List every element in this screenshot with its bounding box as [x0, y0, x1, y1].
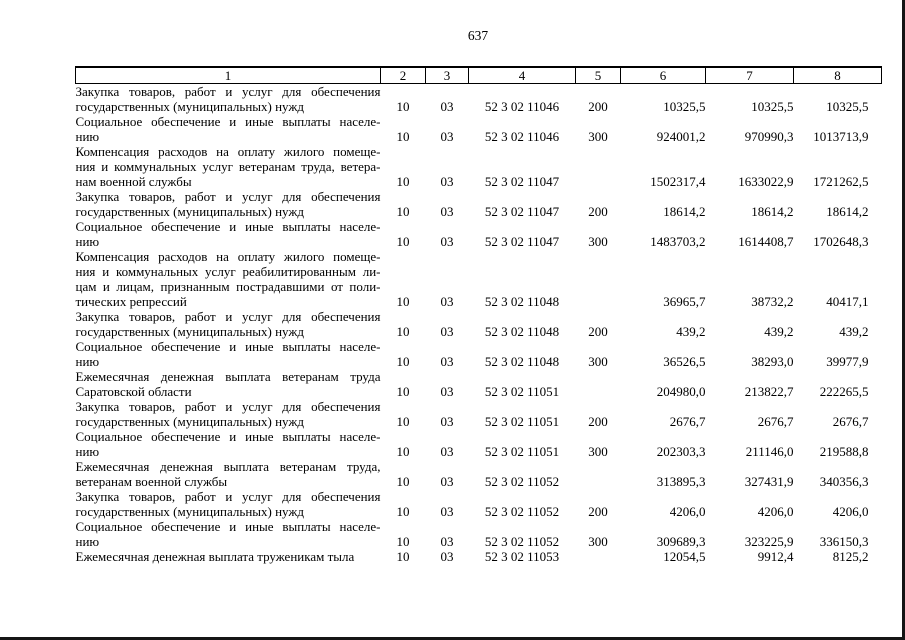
table-row	[76, 369, 882, 399]
header-cell: 7	[706, 67, 794, 84]
cell-amount-year2: 38293,0	[751, 354, 794, 369]
cell-expense-type-code: 200	[588, 324, 608, 339]
cell-section-code: 10	[396, 324, 410, 339]
cell-amount-year1: 4206,0	[669, 504, 706, 519]
description-line: нию	[75, 534, 100, 549]
cell-description	[76, 549, 381, 564]
cell-section-code: 10	[396, 174, 410, 189]
cell-description	[76, 144, 381, 189]
cell-section-code: 10	[396, 99, 410, 114]
cell-amount-year1: 204980,0	[656, 384, 706, 399]
cell-section-code: 10	[396, 444, 410, 459]
description-line: государственных (муниципальных) нужд	[75, 204, 304, 219]
cell-amount-year2: 213822,7	[744, 384, 794, 399]
cell-expense-type-code	[576, 459, 621, 489]
description-line: Закупка товаров, работ и услуг для обеспечения	[75, 189, 381, 204]
cell-target-article-code: 52 3 02 11051	[484, 384, 560, 399]
cell-amount-year1: 12054,5	[663, 549, 706, 564]
description-line: Социальное обеспечение и иные выплаты населе-	[75, 429, 381, 444]
cell-amount-year3: 4206,0	[832, 504, 869, 519]
cell-section-code: 10	[396, 414, 410, 429]
description-line: цам и лицам, признанным пострадавшими от поли-	[75, 279, 381, 294]
description-line: тических репрессий	[75, 294, 187, 309]
description-line: ния и коммунальных услуг ветеранам труда, ветера-	[75, 159, 381, 174]
cell-subsection-code: 03	[440, 234, 454, 249]
description-line: Ежемесячная денежная выплата труженикам тыла	[75, 549, 355, 564]
cell-subsection-code: 03	[440, 444, 454, 459]
cell-amount-year3: 40417,1	[826, 294, 869, 309]
cell-target-article-code: 52 3 02 11046	[484, 99, 560, 114]
cell-amount-year2: 38732,2	[751, 294, 794, 309]
table-row	[76, 144, 882, 189]
table-row	[76, 519, 882, 549]
cell-description	[76, 429, 381, 459]
cell-section-code: 10	[396, 549, 410, 564]
header-cell: 1	[76, 67, 381, 84]
cell-subsection-code: 03	[440, 129, 454, 144]
cell-amount-year1: 924001,2	[656, 129, 706, 144]
cell-amount-year2: 439,2	[764, 324, 794, 339]
description-line: Социальное обеспечение и иные выплаты населе-	[75, 339, 381, 354]
cell-expense-type-code	[576, 249, 621, 309]
cell-amount-year1: 313895,3	[656, 474, 706, 489]
cell-amount-year3: 1702648,3	[813, 234, 869, 249]
header-cell: 4	[469, 67, 576, 84]
description-line: Саратовской области	[75, 384, 192, 399]
description-line: нию	[75, 354, 100, 369]
cell-description	[76, 189, 381, 219]
cell-amount-year1: 36526,5	[663, 354, 706, 369]
cell-section-code: 10	[396, 504, 410, 519]
cell-amount-year3: 336150,3	[819, 534, 869, 549]
cell-target-article-code: 52 3 02 11047	[484, 174, 560, 189]
header-cell: 6	[621, 67, 706, 84]
cell-subsection-code: 03	[440, 549, 454, 564]
cell-section-code: 10	[396, 204, 410, 219]
cell-expense-type-code: 300	[588, 534, 608, 549]
cell-amount-year3: 222265,5	[819, 384, 869, 399]
cell-amount-year2: 1633022,9	[738, 174, 794, 189]
description-line: ветеранам военной службы	[75, 474, 228, 489]
cell-amount-year1: 1502317,4	[650, 174, 706, 189]
description-line: Социальное обеспечение и иные выплаты населе-	[75, 519, 381, 534]
cell-amount-year3: 439,2	[839, 324, 869, 339]
cell-subsection-code: 03	[440, 354, 454, 369]
cell-amount-year3: 8125,2	[832, 549, 869, 564]
cell-amount-year1: 439,2	[676, 324, 706, 339]
cell-subsection-code: 03	[440, 99, 454, 114]
description-line: Компенсация расходов на оплату жилого помеще-	[75, 249, 381, 264]
cell-amount-year2: 970990,3	[744, 129, 794, 144]
cell-amount-year1: 10325,5	[663, 99, 706, 114]
cell-amount-year3: 2676,7	[832, 414, 869, 429]
table-header-row	[76, 67, 882, 84]
cell-target-article-code: 52 3 02 11046	[484, 129, 560, 144]
cell-description	[76, 219, 381, 249]
cell-amount-year2: 2676,7	[757, 414, 794, 429]
cell-target-article-code: 52 3 02 11047	[484, 234, 560, 249]
cell-section-code: 10	[396, 294, 410, 309]
table-row	[76, 189, 882, 219]
cell-expense-type-code	[576, 144, 621, 189]
header-cell: 2	[381, 67, 426, 84]
table-row	[76, 399, 882, 429]
cell-expense-type-code	[576, 369, 621, 399]
cell-section-code: 10	[396, 129, 410, 144]
table-row	[76, 309, 882, 339]
cell-subsection-code: 03	[440, 204, 454, 219]
cell-description	[76, 114, 381, 144]
cell-section-code: 10	[396, 354, 410, 369]
cell-target-article-code: 52 3 02 11048	[484, 294, 560, 309]
cell-target-article-code: 52 3 02 11052	[484, 504, 560, 519]
cell-target-article-code: 52 3 02 11051	[484, 414, 560, 429]
cell-expense-type-code	[576, 549, 621, 564]
cell-amount-year3: 1721262,5	[813, 174, 869, 189]
description-line: государственных (муниципальных) нужд	[75, 414, 304, 429]
cell-amount-year2: 9912,4	[757, 549, 794, 564]
header-cell: 5	[576, 67, 621, 84]
cell-target-article-code: 52 3 02 11048	[484, 354, 560, 369]
table-row	[76, 249, 882, 309]
cell-target-article-code: 52 3 02 11047	[484, 204, 560, 219]
cell-subsection-code: 03	[440, 174, 454, 189]
cell-amount-year1: 2676,7	[669, 414, 706, 429]
cell-amount-year1: 1483703,2	[650, 234, 706, 249]
cell-description	[76, 369, 381, 399]
table-row	[76, 339, 882, 369]
cell-target-article-code: 52 3 02 11051	[484, 444, 560, 459]
cell-subsection-code: 03	[440, 294, 454, 309]
cell-target-article-code: 52 3 02 11052	[484, 474, 560, 489]
header-cell: 3	[426, 67, 469, 84]
cell-description	[76, 459, 381, 489]
cell-description	[76, 399, 381, 429]
table-row	[76, 429, 882, 459]
cell-target-article-code: 52 3 02 11048	[484, 324, 560, 339]
page-number: 637	[467, 28, 489, 43]
description-line: Социальное обеспечение и иные выплаты населе-	[75, 114, 381, 129]
cell-amount-year1: 202303,3	[656, 444, 706, 459]
cell-expense-type-code: 300	[588, 129, 608, 144]
cell-amount-year2: 4206,0	[757, 504, 794, 519]
table-row	[76, 114, 882, 144]
cell-expense-type-code: 200	[588, 99, 608, 114]
cell-expense-type-code: 200	[588, 504, 608, 519]
cell-amount-year2: 323225,9	[744, 534, 794, 549]
table-row	[76, 219, 882, 249]
header-cell: 8	[794, 67, 882, 84]
description-line: Закупка товаров, работ и услуг для обеспечения	[75, 84, 381, 99]
cell-expense-type-code: 300	[588, 354, 608, 369]
cell-amount-year2: 211146,0	[745, 444, 794, 459]
cell-amount-year2: 18614,2	[751, 204, 794, 219]
cell-section-code: 10	[396, 474, 410, 489]
cell-subsection-code: 03	[440, 504, 454, 519]
cell-expense-type-code: 200	[588, 204, 608, 219]
cell-amount-year3: 10325,5	[826, 99, 869, 114]
cell-section-code: 10	[396, 534, 410, 549]
description-line: ния и коммунальных услуг реабилитированным ли-	[75, 264, 381, 279]
cell-subsection-code: 03	[440, 474, 454, 489]
cell-expense-type-code: 300	[588, 234, 608, 249]
table-body	[76, 84, 882, 565]
cell-description	[76, 489, 381, 519]
description-line: нию	[75, 234, 100, 249]
cell-amount-year1: 18614,2	[663, 204, 706, 219]
cell-subsection-code: 03	[440, 414, 454, 429]
cell-amount-year1: 36965,7	[663, 294, 706, 309]
cell-section-code: 10	[396, 384, 410, 399]
description-line: Социальное обеспечение и иные выплаты населе-	[75, 219, 381, 234]
cell-amount-year3: 39977,9	[826, 354, 869, 369]
description-line: нию	[75, 444, 100, 459]
cell-target-article-code: 52 3 02 11053	[484, 549, 560, 564]
cell-amount-year3: 18614,2	[826, 204, 869, 219]
description-line: Закупка товаров, работ и услуг для обеспечения	[75, 309, 381, 324]
cell-subsection-code: 03	[440, 384, 454, 399]
cell-amount-year3: 219588,8	[819, 444, 869, 459]
cell-amount-year2: 327431,9	[744, 474, 794, 489]
cell-amount-year3: 340356,3	[819, 474, 869, 489]
cell-amount-year2: 1614408,7	[738, 234, 794, 249]
cell-subsection-code: 03	[440, 534, 454, 549]
cell-description	[76, 249, 381, 309]
table-row	[76, 459, 882, 489]
cell-amount-year3: 1013713,9	[813, 129, 869, 144]
cell-description	[76, 519, 381, 549]
table-row	[76, 549, 882, 564]
description-line: нам военной службы	[75, 174, 192, 189]
cell-description	[76, 309, 381, 339]
description-line: Компенсация расходов на оплату жилого помеще-	[75, 144, 381, 159]
description-line: Ежемесячная денежная выплата ветеранам труда,	[75, 459, 381, 474]
description-line: государственных (муниципальных) нужд	[75, 324, 304, 339]
table-row	[76, 84, 882, 115]
budget-table	[75, 66, 882, 564]
cell-subsection-code: 03	[440, 324, 454, 339]
cell-description	[76, 339, 381, 369]
description-line: Закупка товаров, работ и услуг для обеспечения	[75, 489, 381, 504]
cell-amount-year2: 10325,5	[751, 99, 794, 114]
description-line: государственных (муниципальных) нужд	[75, 99, 304, 114]
cell-target-article-code: 52 3 02 11052	[484, 534, 560, 549]
cell-expense-type-code: 300	[588, 444, 608, 459]
description-line: Закупка товаров, работ и услуг для обеспечения	[75, 399, 381, 414]
cell-expense-type-code: 200	[588, 414, 608, 429]
description-line: Ежемесячная денежная выплата ветеранам труда	[75, 369, 381, 384]
cell-section-code: 10	[396, 234, 410, 249]
cell-description	[76, 84, 381, 115]
table-row	[76, 489, 882, 519]
cell-amount-year1: 309689,3	[656, 534, 706, 549]
description-line: государственных (муниципальных) нужд	[75, 504, 304, 519]
description-line: нию	[75, 129, 100, 144]
